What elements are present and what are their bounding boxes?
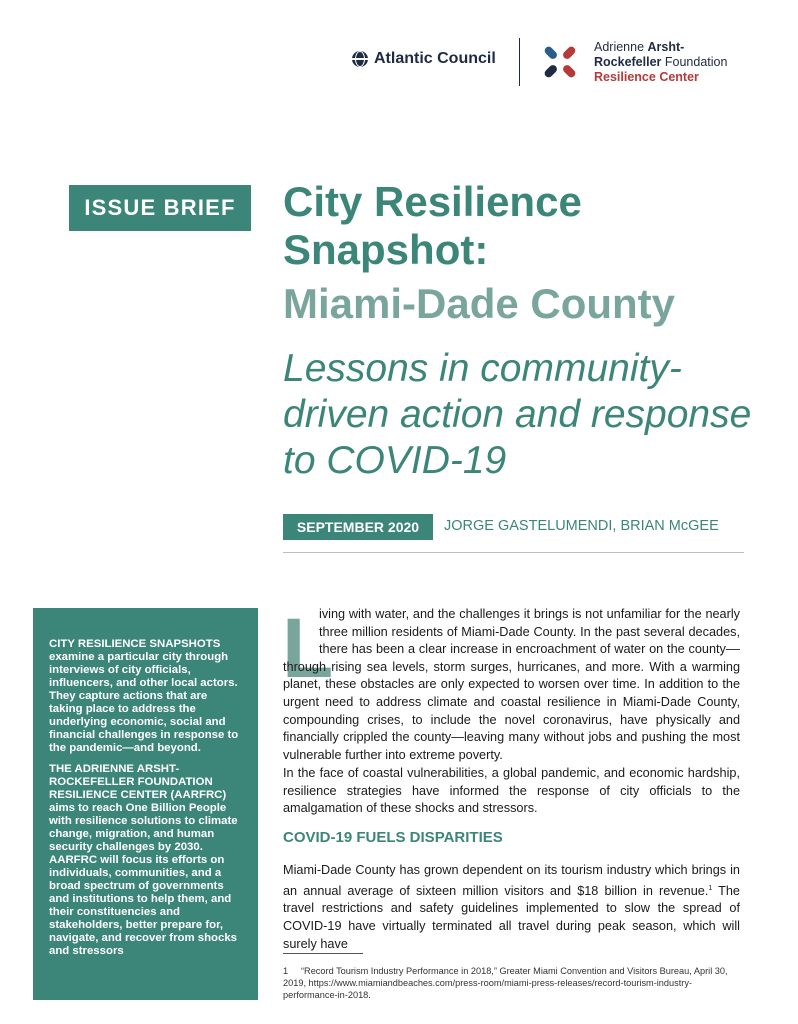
section-heading: COVID-19 FUELS DISPARITIES	[283, 829, 503, 846]
authors: JORGE GASTELUMENDI, BRIAN McGEE	[444, 518, 719, 534]
atlantic-council-wordmark: Atlantic Council	[374, 50, 496, 67]
sidebar-paragraph-aarfrc: THE ADRIENNE ARSHT-ROCKEFELLER FOUNDATION RESILIENCE CENTER (AARFRC) aims to reach One Billion People with resilience solutions to climate change, migration, and human security challenges by 2030. AARFRC will focus its efforts on individuals, communities, and a broad spectrum of governments and institutions to help them, and their constituencies and stakeholders, better prepare for, navigate, and recover from shocks and stressors	[49, 763, 238, 957]
sidebar-paragraph-snapshots: CITY RESILIENCE SNAPSHOTS examine a particular city through interviews of city officials, influencers, and other local actors. They capture actions that are taking place to address the underlying economic, social and financial challenges in response to the pandemic—and beyond.	[49, 638, 239, 754]
rc-line1-normal: Adrienne	[594, 40, 648, 54]
logo-divider	[519, 38, 520, 86]
publication-date: SEPTEMBER 2020	[283, 514, 433, 540]
resilience-center-mark-icon	[538, 40, 582, 84]
rc-line1-bold: Arsht-	[647, 40, 685, 54]
body-paragraph-3	[283, 862, 740, 953]
drop-cap: L	[282, 601, 334, 695]
body-paragraph-3-b: The travel restrictions and safety guidelines implemented to slow the spread of COVID-19 have virtually terminated all travel during peak season, which will surely have	[283, 883, 740, 951]
body-paragraph-1	[282, 601, 740, 764]
sidebar-box	[33, 608, 258, 1000]
title-divider	[283, 552, 744, 553]
body-paragraph-3-a: Miami-Dade County has grown dependent on its tourism industry which brings in an annual average of sixteen million visitors and $18 billion in revenue.	[283, 863, 740, 898]
rc-line2-bold: Rockefeller	[594, 55, 662, 69]
rc-line2-normal: Foundation	[661, 55, 728, 69]
resilience-center-wordmark	[594, 40, 727, 85]
body-paragraph-1-text: iving with water, and the challenges it brings is not unfamiliar for the nearly three million residents of Miami-Dade County. In the past several decades, there has been a clear increase in encroachment of water on the county––through rising sea levels, storm surges, hurricanes, and more. With a warming planet, these obstacles are only expected to worsen over time. In addition to the urgent need to address climate and coastal resilience in Miami-Dade County, compounding crises, to include the novel coronavirus, have physically and financially crippled the county—leaving many without jobs and pushing the most vulnerable further into extreme poverty.	[283, 607, 740, 762]
page-tagline: Lessons in community-driven action and response to COVID-19	[283, 347, 752, 482]
footnote-rule	[283, 953, 363, 954]
footnote	[283, 965, 741, 1001]
footnote-text: “Record Tourism Industry Performance in 2018,” Greater Miami Convention and Visitors Bureau, April 30, 2019, https://www.miamiandbeaches.com/press-room/miami-press-releases/record-tourism-industry-performance-in-2018.	[283, 966, 728, 1000]
rc-line3: Resilience Center	[594, 70, 699, 84]
body-paragraph-2: In the face of coastal vulnerabilities, a global pandemic, and economic hardship, resilience strategies have informed the response of city officials to the amalgamation of these shocks and stressors.	[283, 766, 740, 816]
atlantic-council-logo	[352, 50, 496, 68]
page-title: City Resilience Snapshot:	[283, 178, 582, 273]
globe-icon	[352, 51, 368, 67]
footnote-reference[interactable]: 1	[708, 884, 713, 892]
footnote-number: 1	[283, 966, 289, 976]
page-subtitle: Miami-Dade County	[283, 280, 676, 327]
issue-brief-label: ISSUE BRIEF	[69, 185, 251, 231]
